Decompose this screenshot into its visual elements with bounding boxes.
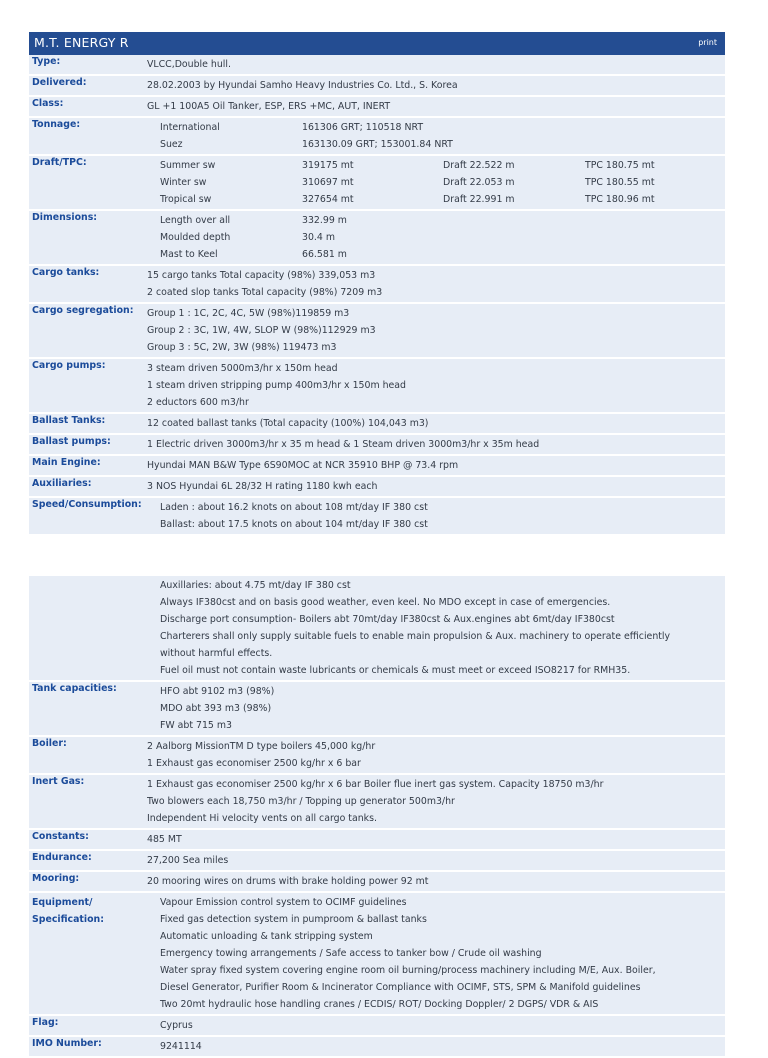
dimension-name: Moulded depth xyxy=(160,232,231,243)
label-auxiliaries: Auxiliaries: xyxy=(32,478,92,489)
dimension-name: Length over all xyxy=(160,215,231,226)
row-cargo-segregation xyxy=(29,304,725,359)
label-class: Class: xyxy=(32,98,64,109)
dimension-value: 30.4 m xyxy=(302,232,335,243)
row-endurance xyxy=(29,851,725,872)
row-class xyxy=(29,97,725,118)
label-endurance: Endurance: xyxy=(32,852,92,863)
tank-capacity-line: FW abt 715 m3 xyxy=(160,720,232,731)
tonnage-line xyxy=(147,119,725,136)
label-main-engine: Main Engine: xyxy=(32,457,101,468)
value-class: GL +1 100A5 Oil Tanker, ESP, ERS +MC, AUT, INERT xyxy=(147,101,391,112)
draft-tpc: TPC 180.75 mt xyxy=(585,160,655,171)
row-cargo-tanks xyxy=(29,266,725,304)
dimension-line xyxy=(147,229,725,246)
draft-deadweight: 310697 mt xyxy=(302,177,354,188)
dimension-line xyxy=(147,246,725,263)
draft-condition: Tropical sw xyxy=(160,194,212,205)
label-cargo-tanks: Cargo tanks: xyxy=(32,267,100,278)
inert-gas-line: Independent Hi velocity vents on all cargo tanks. xyxy=(147,813,377,824)
row-ballast-tanks xyxy=(29,414,725,435)
label-delivered: Delivered: xyxy=(32,77,87,88)
consumption-line: Charterers shall only supply suitable fuels to enable main propulsion & Aux. machinery to operate efficiently xyxy=(160,631,671,642)
row-equipment xyxy=(29,893,725,1016)
label-imo-number: IMO Number: xyxy=(32,1038,102,1049)
consumption-line: Always IF380cst and on basis good weather, even keel. No MDO except in case of emergencies. xyxy=(160,597,611,608)
inert-gas-line: Two blowers each 18,750 m3/hr / Topping up generator 500m3/hr xyxy=(147,796,455,807)
cargo-tanks-line: 15 cargo tanks Total capacity (98%) 339,053 m3 xyxy=(147,270,376,281)
tank-capacity-line: MDO abt 393 m3 (98%) xyxy=(160,703,272,714)
row-consumption-continued xyxy=(29,576,725,682)
value-delivered: 28.02.2003 by Hyundai Samho Heavy Industries Co. Ltd., S. Korea xyxy=(147,80,458,91)
value-type: VLCC,Double hull. xyxy=(147,59,231,70)
boiler-line: 1 Exhaust gas economiser 2500 kg/hr x 6 bar xyxy=(147,758,361,769)
draft-deadweight: 327654 mt xyxy=(302,194,354,205)
inert-gas-line: 1 Exhaust gas economiser 2500 kg/hr x 6 bar Boiler flue inert gas system. Capacity 18750 m3/hr xyxy=(147,779,604,790)
row-tonnage xyxy=(29,118,725,156)
tonnage-kind: Suez xyxy=(160,139,183,150)
row-auxiliaries xyxy=(29,477,725,498)
label-equipment-line2: Specification: xyxy=(32,914,104,925)
consumption-line: without harmful effects. xyxy=(160,648,273,659)
dimension-value: 332.99 m xyxy=(302,215,347,226)
label-dimensions: Dimensions: xyxy=(32,212,98,223)
row-dimensions xyxy=(29,211,725,266)
label-inert-gas: Inert Gas: xyxy=(32,776,85,787)
row-constants xyxy=(29,830,725,851)
dimension-value: 66.581 m xyxy=(302,249,347,260)
draft-condition: Summer sw xyxy=(160,160,216,171)
tonnage-line xyxy=(147,136,725,153)
label-speed-consumption: Speed/Consumption: xyxy=(32,499,142,510)
row-type xyxy=(29,55,725,76)
tonnage-value: 161306 GRT; 110518 NRT xyxy=(302,122,424,133)
speed-line: Laden : about 16.2 knots on about 108 mt/day IF 380 cst xyxy=(160,502,428,513)
label-cargo-segregation: Cargo segregation: xyxy=(32,305,134,316)
speed-line: Ballast: about 17.5 knots on about 104 mt/day IF 380 cst xyxy=(160,519,428,530)
label-ballast-tanks: Ballast Tanks: xyxy=(32,415,106,426)
label-constants: Constants: xyxy=(32,831,89,842)
row-ballast-pumps xyxy=(29,435,725,456)
draft-deadweight: 319175 mt xyxy=(302,160,354,171)
tank-capacity-line: HFO abt 9102 m3 (98%) xyxy=(160,686,275,697)
consumption-line: Discharge port consumption- Boilers abt 70mt/day IF380cst & Aux.engines abt 6mt/day IF380cst xyxy=(160,614,615,625)
draft-line xyxy=(147,191,725,208)
label-empty xyxy=(29,576,147,680)
value-flag: Cyprus xyxy=(160,1020,193,1031)
equipment-line: Fixed gas detection system in pumproom & ballast tanks xyxy=(160,914,427,925)
draft-condition: Winter sw xyxy=(160,177,207,188)
value-endurance: 27,200 Sea miles xyxy=(147,855,229,866)
label-type: Type: xyxy=(32,56,61,67)
cargo-tanks-line: 2 coated slop tanks Total capacity (98%) 7209 m3 xyxy=(147,287,383,298)
row-delivered xyxy=(29,76,725,97)
value-auxiliaries: 3 NOS Hyundai 6L 28/32 H rating 1180 kwh each xyxy=(147,481,378,492)
consumption-line: Auxillaries: about 4.75 mt/day IF 380 cst xyxy=(160,580,351,591)
segregation-line: Group 1 : 1C, 2C, 4C, 5W (98%)119859 m3 xyxy=(147,308,350,319)
value-mooring: 20 mooring wires on drums with brake holding power 92 mt xyxy=(147,876,429,887)
label-tank-capacities: Tank capacities: xyxy=(32,683,117,694)
label-cargo-pumps: Cargo pumps: xyxy=(32,360,106,371)
equipment-line: Water spray fixed system covering engine room oil burning/process machinery including M/E, Aux. Boiler, xyxy=(160,965,656,976)
vessel-particulars-table xyxy=(29,32,725,536)
cargo-pumps-line: 1 steam driven stripping pump 400m3/hr x 150m head xyxy=(147,380,406,391)
row-cargo-pumps xyxy=(29,359,725,414)
segregation-line: Group 2 : 3C, 1W, 4W, SLOP W (98%)112929 m3 xyxy=(147,325,376,336)
label-mooring: Mooring: xyxy=(32,873,80,884)
draft-tpc: TPC 180.55 mt xyxy=(585,177,655,188)
cargo-pumps-line: 2 eductors 600 m3/hr xyxy=(147,397,249,408)
equipment-line: Diesel Generator, Purifier Room & Incinerator Compliance with OCIMF, STS, SPM & Manifold guidelines xyxy=(160,982,641,993)
draft-depth: Draft 22.522 m xyxy=(443,160,515,171)
equipment-line: Two 20mt hydraulic hose handling cranes / ECDIS/ ROT/ Docking Doppler/ 2 DGPS/ VDR & AIS xyxy=(160,999,599,1010)
row-tank-capacities xyxy=(29,682,725,737)
vessel-name: M.T. ENERGY R xyxy=(34,35,129,50)
tonnage-value: 163130.09 GRT; 153001.84 NRT xyxy=(302,139,453,150)
print-link[interactable]: print xyxy=(698,38,717,47)
value-ballast-pumps: 1 Electric driven 3000m3/hr x 35 m head & 1 Steam driven 3000m3/hr x 35m head xyxy=(147,439,540,450)
row-draft xyxy=(29,156,725,211)
dimension-line xyxy=(147,212,725,229)
row-boiler xyxy=(29,737,725,775)
segregation-line: Group 3 : 5C, 2W, 3W (98%) 119473 m3 xyxy=(147,342,337,353)
label-boiler: Boiler: xyxy=(32,738,67,749)
row-imo-number xyxy=(29,1037,725,1058)
row-inert-gas xyxy=(29,775,725,830)
label-equipment xyxy=(29,893,147,1014)
value-constants: 485 MT xyxy=(147,834,182,845)
label-ballast-pumps: Ballast pumps: xyxy=(32,436,111,447)
equipment-line: Emergency towing arrangements / Safe access to tanker bow / Crude oil washing xyxy=(160,948,542,959)
equipment-line: Vapour Emission control system to OCIMF guidelines xyxy=(160,897,407,908)
cargo-pumps-line: 3 steam driven 5000m3/hr x 150m head xyxy=(147,363,338,374)
label-equipment-line1: Equipment/ xyxy=(32,897,93,908)
row-mooring xyxy=(29,872,725,893)
row-speed-consumption xyxy=(29,498,725,536)
value-ballast-tanks: 12 coated ballast tanks (Total capacity (100%) 104,043 m3) xyxy=(147,418,429,429)
vessel-particulars-table-continued xyxy=(29,576,725,1058)
boiler-line: 2 Aalborg MissionTM D type boilers 45,000 kg/hr xyxy=(147,741,376,752)
vessel-name-header xyxy=(29,32,725,55)
value-imo-number: 9241114 xyxy=(160,1041,202,1052)
draft-tpc: TPC 180.96 mt xyxy=(585,194,655,205)
row-main-engine xyxy=(29,456,725,477)
label-draft: Draft/TPC: xyxy=(32,157,87,168)
value-main-engine: Hyundai MAN B&W Type 6S90MOC at NCR 35910 BHP @ 73.4 rpm xyxy=(147,460,459,471)
label-tonnage: Tonnage: xyxy=(32,119,81,130)
label-flag: Flag: xyxy=(32,1017,59,1028)
draft-line xyxy=(147,174,725,191)
row-flag xyxy=(29,1016,725,1037)
equipment-line: Automatic unloading & tank stripping system xyxy=(160,931,373,942)
draft-depth: Draft 22.991 m xyxy=(443,194,515,205)
draft-depth: Draft 22.053 m xyxy=(443,177,515,188)
dimension-name: Mast to Keel xyxy=(160,249,218,260)
draft-line xyxy=(147,157,725,174)
tonnage-kind: International xyxy=(160,122,220,133)
consumption-line: Fuel oil must not contain waste lubricants or chemicals & must meet or exceed ISO8217 for RMH35. xyxy=(160,665,631,676)
